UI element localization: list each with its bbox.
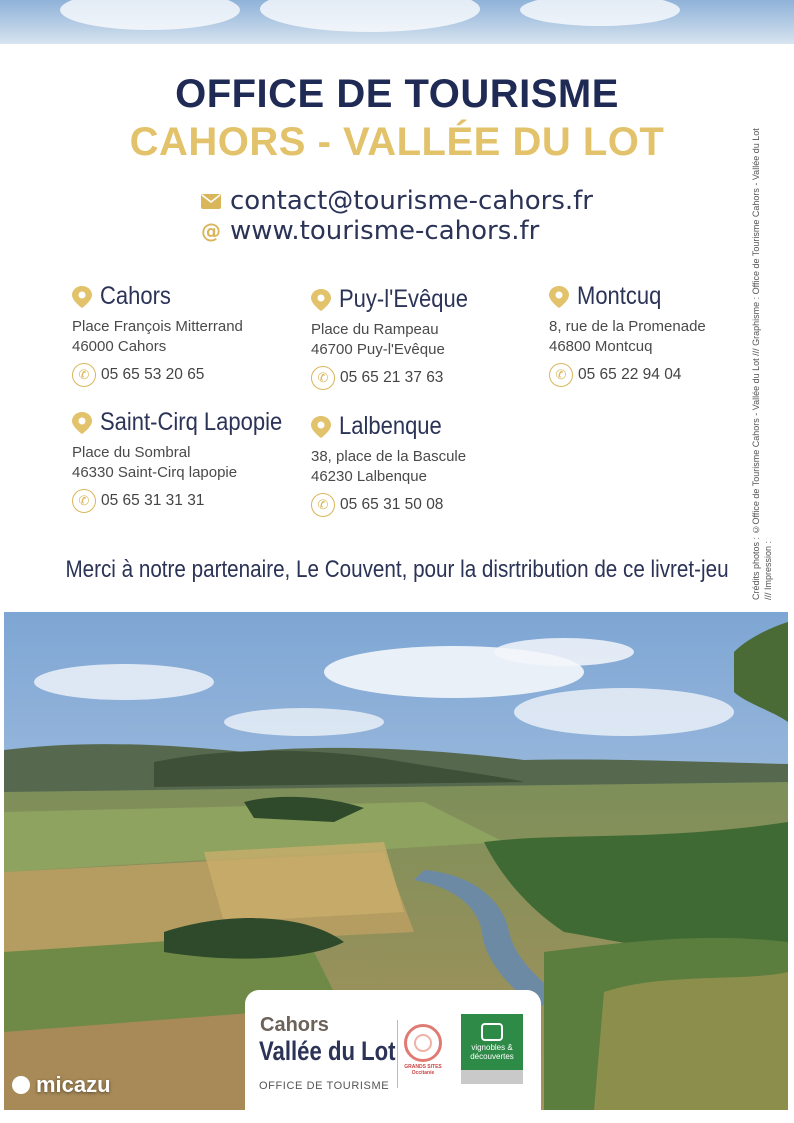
envelope-icon <box>200 190 222 212</box>
cahors-vallee-du-lot-logo <box>245 990 541 1110</box>
photo-credits <box>750 68 780 600</box>
micazu-text: micazu <box>36 1072 111 1097</box>
office-address: Place du Sombral <box>72 444 191 461</box>
phone-number[interactable]: 05 65 53 20 65 <box>101 366 205 383</box>
office-phone[interactable] <box>549 363 769 387</box>
logo-cahors-text: Cahors <box>260 1014 329 1036</box>
office-phone[interactable] <box>72 489 292 513</box>
office-postcode: 46800 Montcuq <box>549 338 653 355</box>
office-postcode: 46330 Saint-Cirq lapopie <box>72 464 238 481</box>
phone-number[interactable]: 05 65 21 37 63 <box>340 369 444 386</box>
website-link[interactable]: www.tourisme-cahors.fr <box>230 216 540 246</box>
office-saint-cirq-lapopie <box>72 408 292 513</box>
office-postcode: 46000 Cahors <box>72 338 167 355</box>
grands-sites-occitanie-logo <box>403 1024 443 1084</box>
office-postcode: 46230 Lalbenque <box>311 468 427 485</box>
office-phone[interactable] <box>311 366 531 390</box>
office-montcuq <box>549 282 769 387</box>
map-pin-icon <box>311 289 331 311</box>
phone-number[interactable]: 05 65 22 94 04 <box>578 366 682 383</box>
website-row[interactable] <box>200 216 539 246</box>
micazu-logo-icon <box>12 1076 30 1094</box>
logo-divider <box>397 1020 398 1088</box>
credits-line: Crédits photos : ©Office de Tourisme Cahors - Vallée du Lot /// Graphisme : Office de Tourisme Cahors - Vallée du Lot <box>751 128 761 600</box>
office-phone[interactable] <box>311 493 531 517</box>
phone-icon: ✆ <box>72 363 96 387</box>
micazu-watermark <box>12 1072 111 1098</box>
office-phone[interactable] <box>72 363 292 387</box>
partner-thanks: Merci à notre partenaire, Le Couvent, pour la disrtribution de ce livret-jeu <box>65 556 729 583</box>
office-address: 8, rue de la Promenade <box>549 318 706 335</box>
office-postcode: 46700 Puy-l'Evêque <box>311 341 445 358</box>
map-pin-icon <box>311 416 331 438</box>
logo-office-text: OFFICE DE TOURISME <box>259 1080 390 1092</box>
top-sky-banner <box>0 0 794 44</box>
map-pin-icon <box>72 412 92 434</box>
office-puy-leveque <box>311 285 531 390</box>
page-title: OFFICE DE TOURISME <box>175 72 619 116</box>
office-address: Place du Rampeau <box>311 321 439 338</box>
map-pin-icon <box>72 286 92 308</box>
phone-icon: ✆ <box>549 363 573 387</box>
office-address: 38, place de la Bascule <box>311 448 467 465</box>
office-name: Cahors <box>100 282 171 310</box>
page-subtitle: CAHORS - VALLÉE DU LOT <box>129 120 665 164</box>
office-name: Puy-l'Evêque <box>339 285 468 313</box>
phone-icon: ✆ <box>311 366 335 390</box>
logo-vallee-text: Vallée du Lot <box>259 1036 396 1066</box>
email-link[interactable]: contact@tourisme-cahors.fr <box>230 186 593 216</box>
phone-icon: ✆ <box>311 493 335 517</box>
office-lalbenque <box>311 412 531 517</box>
email-row[interactable] <box>200 186 593 216</box>
gso-label: GRANDS SITES Occitanie <box>404 1064 442 1076</box>
at-icon: @ <box>201 219 221 243</box>
office-name: Montcuq <box>577 282 662 310</box>
phone-number[interactable]: 05 65 31 31 31 <box>101 492 205 509</box>
vignobles-decouvertes-logo <box>461 1014 523 1096</box>
office-address: Place François Mitterrand <box>72 318 243 335</box>
office-cahors <box>72 282 292 387</box>
phone-number[interactable]: 05 65 31 50 08 <box>340 496 444 513</box>
credits-printing: /// Impression : <box>763 540 773 600</box>
vd-label: vignobles & découvertes <box>470 1043 514 1061</box>
vd-footer-bar <box>461 1070 523 1084</box>
office-name: Saint-Cirq Lapopie <box>100 408 283 436</box>
house-icon <box>481 1023 503 1041</box>
phone-icon: ✆ <box>72 489 96 513</box>
map-pin-icon <box>549 286 569 308</box>
office-name: Lalbenque <box>339 412 442 440</box>
